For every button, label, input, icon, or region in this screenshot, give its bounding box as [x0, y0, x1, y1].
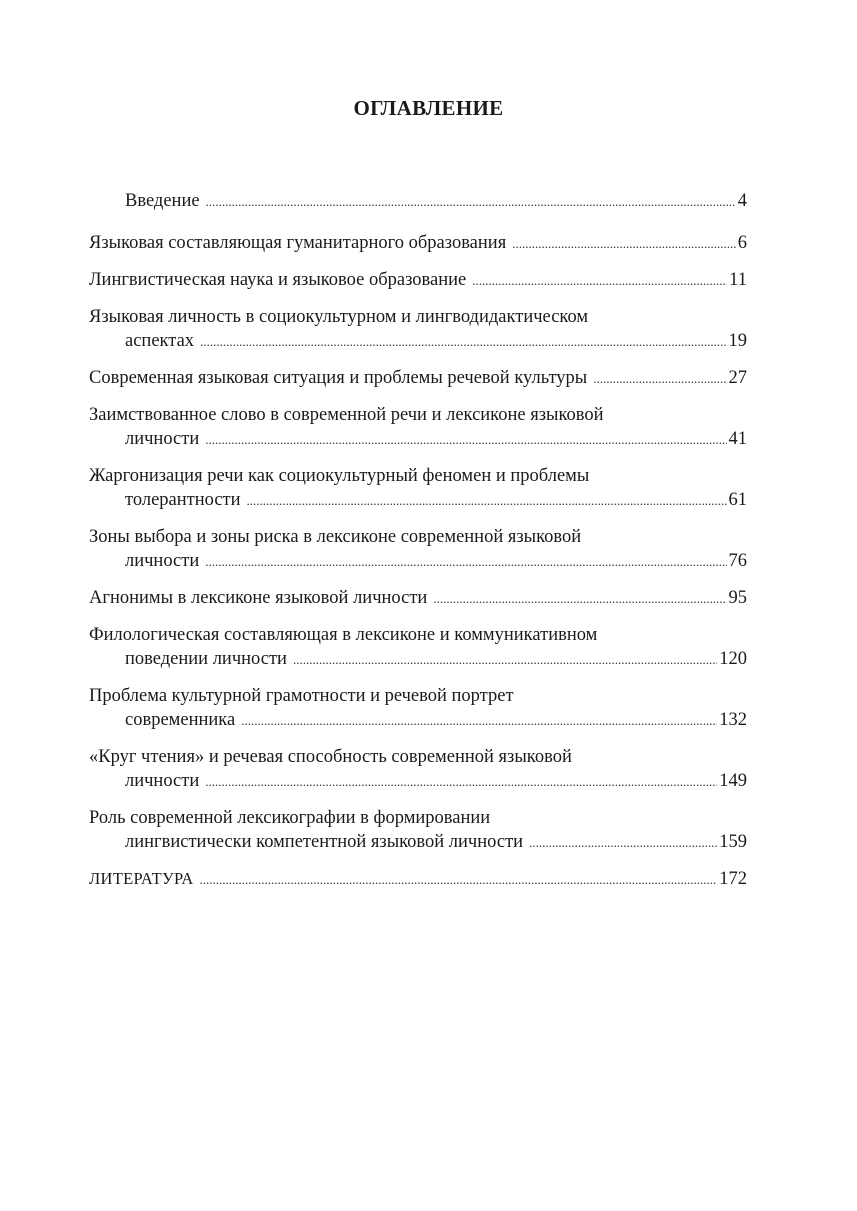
toc-page-number: 27: [728, 368, 747, 388]
toc-entry-bibliography[interactable]: [89, 867, 747, 892]
toc-entry-title-line: Филологическая составляющая в лексиконе и коммуникативном: [89, 625, 598, 645]
dot-leader: [206, 190, 736, 214]
toc-entry-title: Лингвистическая наука и языковое образование: [89, 270, 467, 290]
toc-entry-title-line: Языковая личность в социокультурном и лингводидактическом: [89, 307, 589, 327]
toc-entry-title: ЛИТЕРАТУРА: [89, 869, 194, 888]
toc-entry-title: Современная языковая ситуация и проблемы речевой культуры: [89, 368, 588, 388]
toc-entry-title-continuation: поведении личности: [125, 649, 287, 669]
toc-page-number: 159: [719, 832, 747, 852]
toc-entry[interactable]: [89, 525, 747, 574]
toc-entry-title: Введение: [125, 191, 200, 211]
toc-page-number: 172: [719, 869, 747, 889]
toc-page-number: 41: [728, 429, 747, 449]
toc-entry-title-line: Роль современной лексикографии в формировании: [89, 808, 491, 828]
toc-page-number: 6: [737, 233, 747, 253]
dot-leader: [247, 489, 727, 513]
toc-entry[interactable]: [89, 806, 747, 855]
dot-leader: [241, 709, 717, 733]
toc-entry-introduction[interactable]: [89, 189, 747, 214]
toc-page-number: 95: [728, 588, 747, 608]
toc-entry-title-line: Проблема культурной грамотности и речевой портрет: [89, 686, 514, 706]
toc-page-number: 4: [737, 191, 747, 211]
dot-leader: [205, 428, 726, 452]
toc-entry[interactable]: [89, 231, 747, 256]
page-title: ОГЛАВЛЕНИЕ: [353, 96, 504, 120]
toc-entry-title-continuation: личности: [125, 551, 200, 571]
toc-page-number: 61: [728, 490, 747, 510]
toc-entry[interactable]: [89, 268, 747, 293]
toc-entry-title: Агнонимы в лексиконе языковой личности: [89, 588, 428, 608]
toc-page-number: 120: [719, 649, 747, 669]
toc-entry[interactable]: [89, 464, 747, 513]
toc-entry-title-line: Заимствованное слово в современной речи и лексиконе языковой: [89, 405, 604, 425]
toc-entry-title: Языковая составляющая гуманитарного образования: [89, 233, 507, 253]
dot-leader: [205, 770, 717, 794]
dot-leader: [512, 232, 736, 256]
toc-entry[interactable]: [89, 586, 747, 611]
toc-entry[interactable]: [89, 403, 747, 452]
dot-leader: [200, 330, 726, 354]
toc-entry-title-line: «Круг чтения» и речевая способность современной языковой: [89, 747, 572, 767]
dot-leader: [593, 367, 726, 391]
dot-leader: [433, 587, 726, 611]
toc-entry[interactable]: [89, 684, 747, 733]
toc-page-number: 132: [719, 710, 747, 730]
table-of-contents: [89, 189, 747, 892]
dot-leader: [293, 648, 717, 672]
toc-page-number: 19: [728, 331, 747, 351]
toc-entry-title-continuation: толерантности: [125, 490, 241, 510]
toc-page-number: 149: [719, 771, 747, 791]
toc-entry-title-line: Зоны выбора и зоны риска в лексиконе современной языковой: [89, 527, 582, 547]
toc-entry-title-continuation: личности: [125, 429, 200, 449]
toc-entry[interactable]: [89, 366, 747, 391]
toc-entry-title-continuation: лингвистически компетентной языковой личности: [125, 832, 524, 852]
toc-entry[interactable]: [89, 305, 747, 354]
toc-entry-title-line: Жаргонизация речи как социокультурный феномен и проблемы: [89, 466, 590, 486]
dot-leader: [472, 269, 727, 293]
toc-entry[interactable]: [89, 745, 747, 794]
toc-page-number: 76: [728, 551, 747, 571]
dot-leader: [205, 550, 726, 574]
dot-leader: [529, 831, 717, 855]
toc-entry[interactable]: [89, 623, 747, 672]
toc-entry-title-continuation: современника: [125, 710, 236, 730]
toc-entry-title-continuation: аспектах: [125, 331, 195, 351]
dot-leader: [200, 868, 718, 892]
toc-entry-title-continuation: личности: [125, 771, 200, 791]
toc-page-number: 11: [729, 270, 747, 290]
